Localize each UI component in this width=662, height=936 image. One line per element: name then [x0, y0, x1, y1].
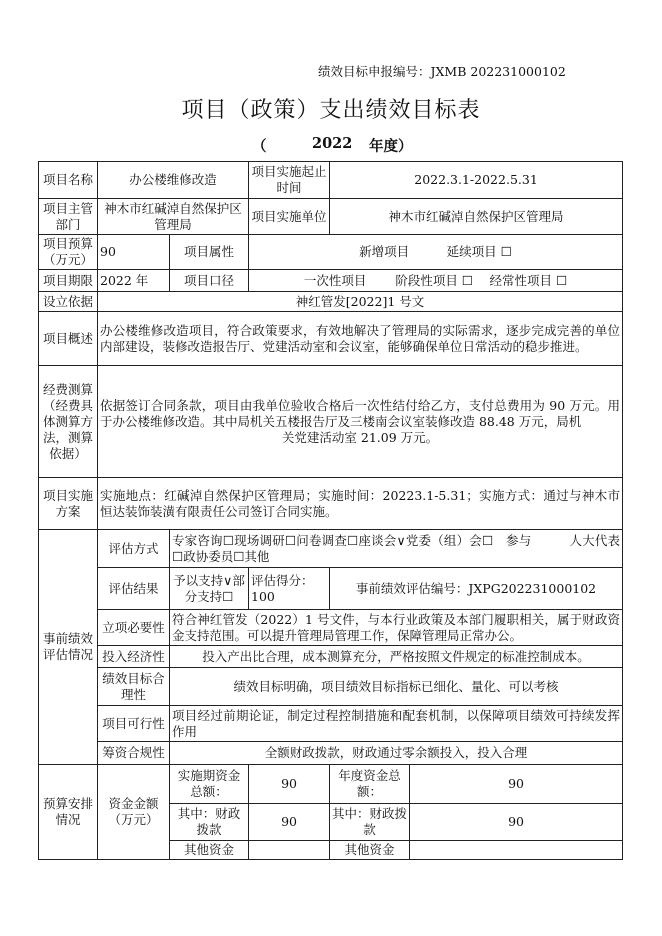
- row-budget-total: [39, 765, 623, 804]
- row-calc: [39, 366, 623, 478]
- calc-label: 经费测算（经费具体测算方法，测算依据）: [39, 366, 98, 478]
- budget-plan-label: 预算安排情况: [39, 765, 98, 860]
- plan-value: 实施地点：红碱淖自然保护区管理局；实施时间：20223.1-5.31；实施方式：通过与神木市恒达装饰装潢有限责任公司签订合同实施。: [98, 478, 623, 530]
- other-value-annual: [410, 841, 623, 860]
- row-plan: [39, 478, 623, 530]
- project-name-label: 项目名称: [39, 162, 98, 199]
- goal-label: 绩效目标合理性: [98, 668, 170, 706]
- method-label: 评估方式: [98, 530, 170, 568]
- budget-label: 项目预算（万元）: [39, 235, 98, 270]
- row-economy: [39, 646, 623, 668]
- row-period: [39, 270, 623, 292]
- unit-label: 项目实施单位: [249, 199, 330, 235]
- row-assess-method: [39, 530, 623, 568]
- caliber-value: 一次性项目 阶段性项目 ☐ 经常性项目 ☐: [249, 270, 623, 292]
- score-label: 评估得分：: [251, 572, 314, 588]
- project-period-value: 2022.3.1-2022.5.31: [330, 162, 623, 199]
- basis-label: 设立依据: [39, 292, 98, 312]
- row-necessity: [39, 610, 623, 646]
- dept-value: 神木市红碱淖自然保护区管理局: [98, 199, 249, 235]
- funding-label: 筹资合规性: [98, 742, 170, 765]
- row-budget: [39, 235, 623, 270]
- year-value: 2022: [312, 135, 353, 152]
- annual-label: 年度资金总额：: [330, 765, 410, 804]
- amount-label: 资金金额（万元）: [98, 765, 170, 860]
- target-code: 绩效目标申报编号：JXMB 202231000102: [318, 64, 566, 79]
- calc-value: [98, 366, 623, 478]
- page-title: 项目（政策）支出绩效目标表: [181, 98, 481, 123]
- method-value: 专家咨询☐现场调研☐问卷调查☐座谈会∨党委（组）会☐ 参与 人大代表☐政协委员☐其他: [170, 530, 623, 568]
- row-goal: [39, 668, 623, 706]
- performance-table: [38, 161, 623, 860]
- attr-label: 项目属性: [170, 235, 249, 270]
- basis-value: 神红管发[2022]1 号文: [98, 292, 623, 312]
- overview-label: 项目概述: [39, 312, 98, 366]
- assessment-label: 事前绩效评估情况: [39, 530, 98, 765]
- assess-code: 事前绩效评估编号：JXPG202231000102: [330, 568, 623, 610]
- calc-text-2: 关党建活动室 21.09 万元。: [281, 429, 439, 445]
- fiscal-value-annual: 90: [410, 804, 623, 841]
- attr-value: 新增项目 延续项目 ☐: [249, 235, 623, 270]
- economy-label: 投入经济性: [98, 646, 170, 668]
- row-funding: [39, 742, 623, 765]
- other-label-annual: 其他资金: [330, 841, 410, 860]
- project-name-value: 办公楼维修改造: [98, 162, 249, 199]
- funding-value: 全额财政拨款，财政通过零余额投入，投入合理: [170, 742, 623, 765]
- fiscal-label: 其中：财政拨款: [170, 804, 249, 841]
- unit-value: 神木市红碱淖自然保护区管理局: [330, 199, 623, 235]
- row-overview: [39, 312, 623, 366]
- necessity-value: 符合神红管发（2022）1 号文件，与本行业政策及本部门履职相关，属于财政资金支持范围。可以提升管理局管理工作，保障管理局正常办公。: [170, 610, 623, 646]
- result-label: 评估结果: [98, 568, 170, 610]
- economy-value: 投入产出比合理，成本测算充分，严格按照文件规定的标准控制成本。: [170, 646, 623, 668]
- row-feasibility: [39, 706, 623, 742]
- year-open-paren: （: [252, 138, 267, 155]
- plan-label: 项目实施方案: [39, 478, 98, 530]
- feasibility-value: 项目经过前期论证，制定过程控制措施和配套机制，以保障项目绩效可持续发挥作用: [170, 706, 623, 742]
- goal-value: 绩效目标明确，项目绩效目标指标已细化、量化、可以考核: [170, 668, 623, 706]
- result-support: 予以支持∨部分支持☐: [170, 568, 249, 610]
- row-project-name: [39, 162, 623, 199]
- caliber-label: 项目口径: [170, 270, 249, 292]
- row-assess-result: [39, 568, 623, 610]
- score-cell: [249, 568, 330, 610]
- overview-value: 办公楼维修改造项目，符合政策要求，有效地解决了管理局的实际需求，逐步完成完善的单位内部建设，装修改造报告厅、党建活动室和会议室，能够确保单位日常活动的稳步推进。: [98, 312, 623, 366]
- other-value: [249, 841, 330, 860]
- fiscal-label-annual: 其中：财政拨款: [330, 804, 410, 841]
- project-period-label: 项目实施起止时间: [249, 162, 330, 199]
- necessity-label: 立项必要性: [98, 610, 170, 646]
- period-value: 2022 年: [98, 270, 170, 292]
- budget-value: 90: [98, 235, 170, 270]
- calc-text-1: 依据签订合同条款，项目由我单位验收合格后一次性结付给乙方，支付总费用为 90 万元。用于办公楼维修改造。其中局机关五楼报告厅及三楼南会议室装修改造 88.48 万元，局机: [100, 397, 621, 429]
- other-label: 其他资金: [170, 841, 249, 860]
- row-basis: [39, 292, 623, 312]
- total-label: 实施期资金总额：: [170, 765, 249, 804]
- year-label: 年度）: [369, 138, 413, 155]
- dept-label: 项目主管部门: [39, 199, 98, 235]
- score-value: 100: [251, 588, 275, 604]
- row-dept: [39, 199, 623, 235]
- annual-value: 90: [410, 765, 623, 804]
- feasibility-label: 项目可行性: [98, 706, 170, 742]
- fiscal-value: 90: [249, 804, 330, 841]
- total-value: 90: [249, 765, 330, 804]
- period-label: 项目期限: [39, 270, 98, 292]
